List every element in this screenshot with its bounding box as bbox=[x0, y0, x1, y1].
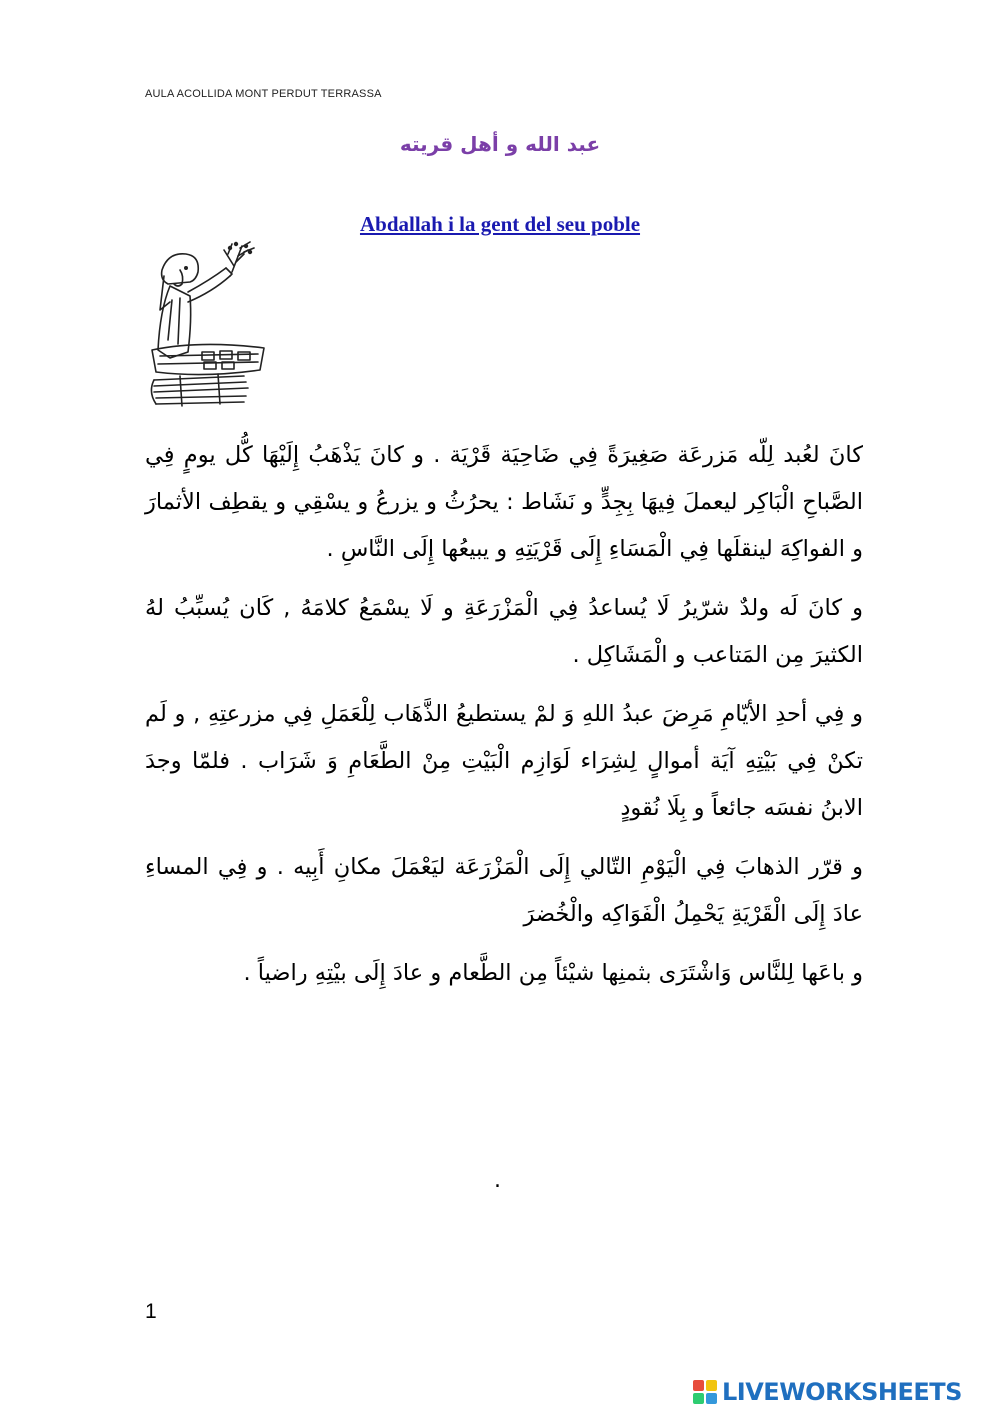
catalan-title: Abdallah i la gent del seu poble bbox=[359, 212, 641, 236]
farmer-harvesting-icon bbox=[140, 240, 270, 415]
page-number: 1 bbox=[145, 1300, 157, 1323]
brand-name: LIVEWORKSHEETS bbox=[722, 1378, 962, 1406]
brand-footer[interactable] bbox=[693, 1378, 962, 1406]
arabic-title: عبد الله و أهل قريته bbox=[399, 132, 601, 156]
story-paragraph-2: و كانَ لَه ولدٌ شرّيرُ لَا يُساعدُ فِي الْمَزْرَعَةِ و لَا يسْمَعُ كلامَهُ , كَان يُسبِّبُ لهُ الكثيرَ مِن المَتاعب و الْمَشَاكِل . bbox=[145, 595, 863, 668]
trailing-dot: . bbox=[494, 1168, 501, 1193]
story-paragraph-4: و قرّر الذهابَ فِي الْيَوْمِ التّالي إِلَى الْمَزْرَعَة ليَعْمَلَ مكانِ أَبِيه . و فِي المساءِ عادَ إِلَى الْقَرْيَةِ يَحْمِلُ الْفَوَاكِه والْخُضرَ bbox=[145, 854, 863, 927]
story-paragraph-5: و باعَها لِلنَّاس وَاشْتَرَى بثمنِها شيْئاً مِن الطَّعام و عادَ إِلَى بيْتِهِ راضياً . bbox=[243, 960, 863, 986]
story-text bbox=[145, 432, 863, 1009]
story-paragraph-1: كانَ لعُبد لِلّه مَزرعَة صَغِيرَةً فِي ضَاحِيَة قَرْيَة . و كانَ يَذْهَبُ إِلَيْهَا كُّل يومٍ فِي الصَّباحِ الْبَاكِر ليعملَ فِيهَا بِجِدٍّ و نَشَاط : يحرُثُ و يزرعُ و يسْقِي و يقطِف الأثمارَ و الفواكِهَ لينقلَها فِي الْمَسَاءِ إِلَى قَرْيَتِهِ و يبيعُها إِلَى النَّاسِ . bbox=[145, 442, 863, 562]
story-paragraph-3: و فِي أحدِ الأيّامِ مَرِضَ عبدُ اللهِ وَ لمْ يستطيعُ الذَّهَاب لِلْعَمَلِ فِي مزرعتِهِ , و لَم تكنْ فِي بَيْتِهِ آيَة أموالٍ لِشِرَاء لَوَازِم الْبَيْتِ مِنْ الطَّعَامِ وَ شَرَاب . فلمّا وجدَ الابنُ نفسَه جائعاً و بِلَا نُقودٍ bbox=[145, 701, 863, 821]
header-note: AULA ACOLLIDA MONT PERDUT TERRASSA bbox=[145, 88, 382, 100]
liveworksheets-logo-icon bbox=[693, 1380, 717, 1404]
